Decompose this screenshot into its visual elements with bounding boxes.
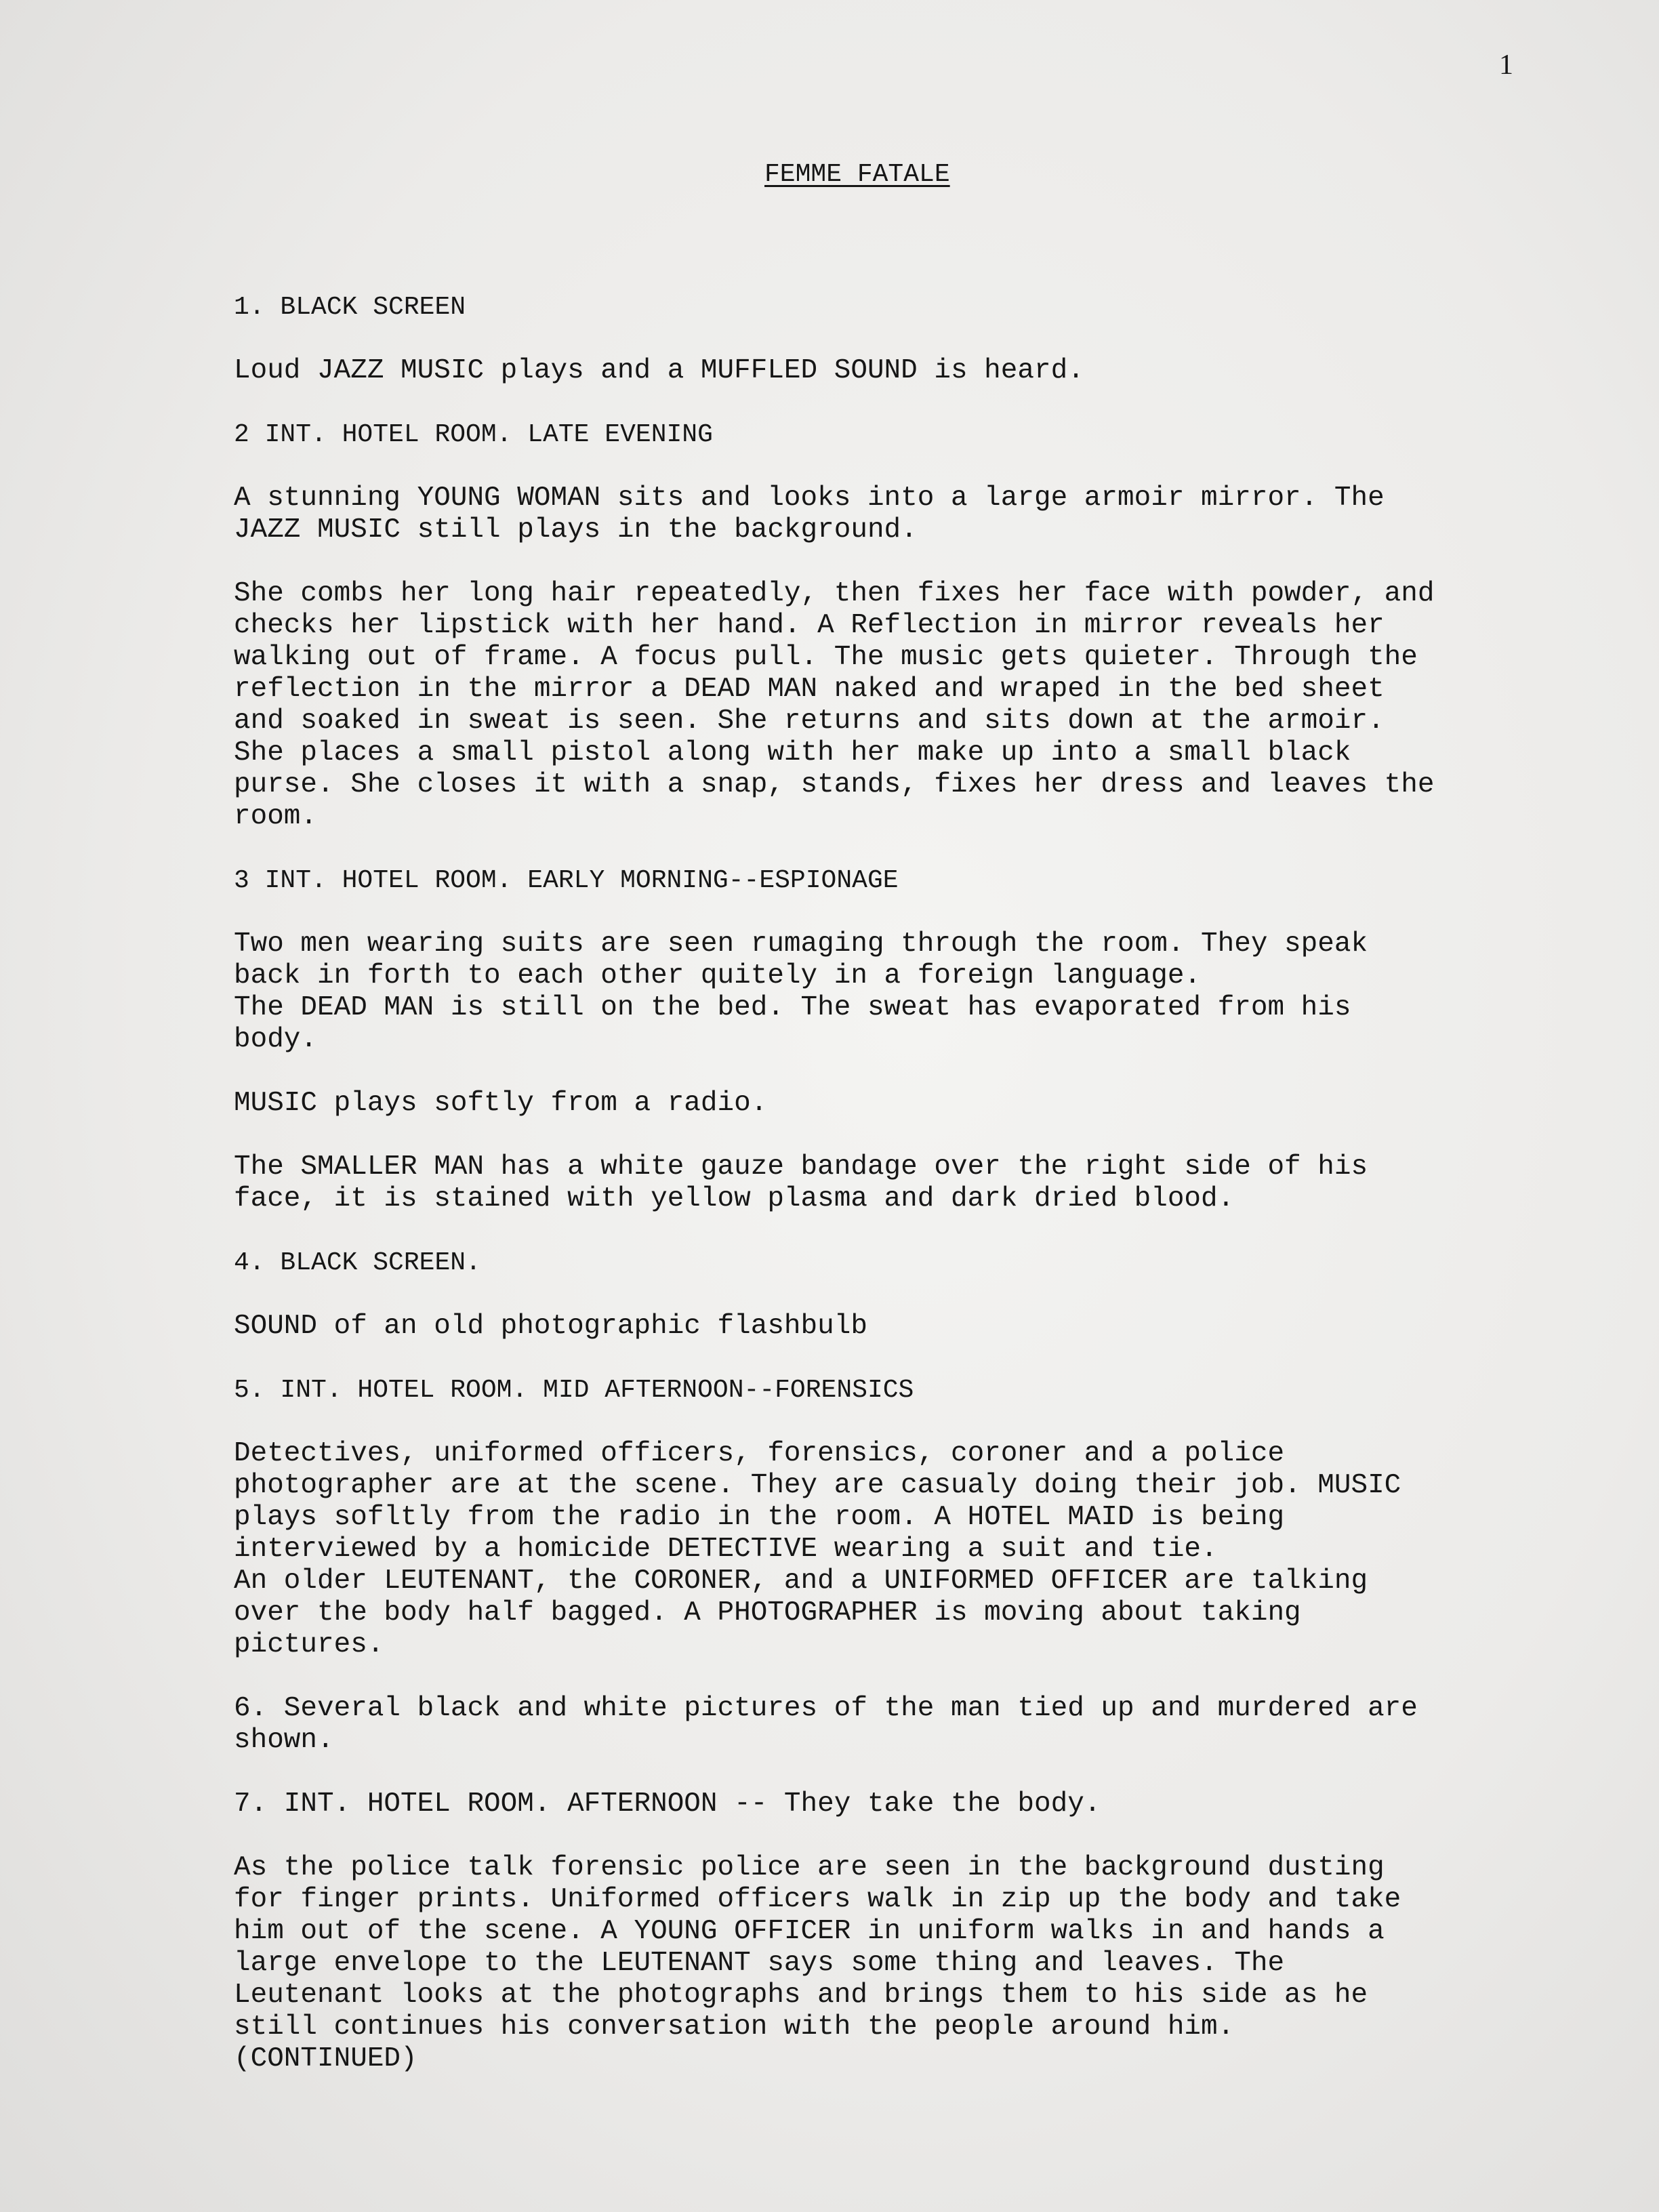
action-paragraph: Loud JAZZ MUSIC plays and a MUFFLED SOUND is heard. (234, 355, 1084, 386)
script-body (234, 291, 1535, 2107)
action-paragraph: SOUND of an old photographic flashbulb (234, 1311, 867, 1342)
action-paragraph: Two men wearing suits are seen rumaging through the room. They speak back in forth to each other quitely in a foreign language. The DEAD MAN is still on the bed. The sweat has evaporated from his body. (234, 928, 1368, 1055)
action-paragraph: She combs her long hair repeatedly, then fixes her face with powder, and checks her lipstick with her hand. A Reflection in mirror reveals her walking out of frame. A focus pull. The music gets quieter. Through the reflection in the mirror a DEAD MAN naked and wraped in the bed sheet and soaked in sweat is seen. She returns and sits down at the armoir. She places a small pistol along with her make up into a small black purse. She closes it with a snap, stands, fixes her dress and leaves the room. (234, 578, 1435, 832)
action-paragraph: As the police talk forensic police are seen in the background dusting for finger prints. Uniformed officers walk in zip up the body and take him out of the scene. A YOUNG OFFICER in uniform walks in and hands a large envelope to the LEUTENANT says some thing and leaves. The Leutenant looks at the photographs and brings them to his side as he still continues his conversation with the people around him. (CONTINUED) (234, 1852, 1401, 2074)
script-title: FEMME FATALE (764, 160, 950, 189)
scene-heading: 3 INT. HOTEL ROOM. EARLY MORNING--ESPIONAGE (234, 866, 899, 895)
scene-heading: 5. INT. HOTEL ROOM. MID AFTERNOON--FORENSICS (234, 1376, 914, 1405)
action-paragraph: MUSIC plays softly from a radio. (234, 1088, 768, 1119)
action-paragraph: The SMALLER MAN has a white gauze bandage over the right side of his face, it is stained with yellow plasma and dark dried blood. (234, 1151, 1368, 1214)
scene-heading: 1. BLACK SCREEN (234, 293, 466, 322)
action-paragraph: A stunning YOUNG WOMAN sits and looks into a large armoir mirror. The JAZZ MUSIC still plays in the background. (234, 483, 1385, 546)
scene-heading: 4. BLACK SCREEN. (234, 1248, 481, 1277)
action-paragraph: 7. INT. HOTEL ROOM. AFTERNOON -- They take the body. (234, 1788, 1101, 1820)
page-number: 1 (1499, 49, 1513, 81)
scene-heading: 2 INT. HOTEL ROOM. LATE EVENING (234, 420, 713, 449)
action-paragraph: Detectives, uniformed officers, forensics, coroner and a police photographer are at the scene. They are casualy doing their job. MUSIC plays sofltly from the radio in the room. A HOTEL MAID is being interviewed by a homicide DETECTIVE wearing a suit and tie. An older LEUTENANT, the CORONER, and a UNIFORMED OFFICER are talking over the body half bagged. A PHOTOGRAPHER is moving about taking pictures. (234, 1438, 1401, 1660)
action-paragraph: 6. Several black and white pictures of the man tied up and murdered are shown. (234, 1693, 1418, 1756)
